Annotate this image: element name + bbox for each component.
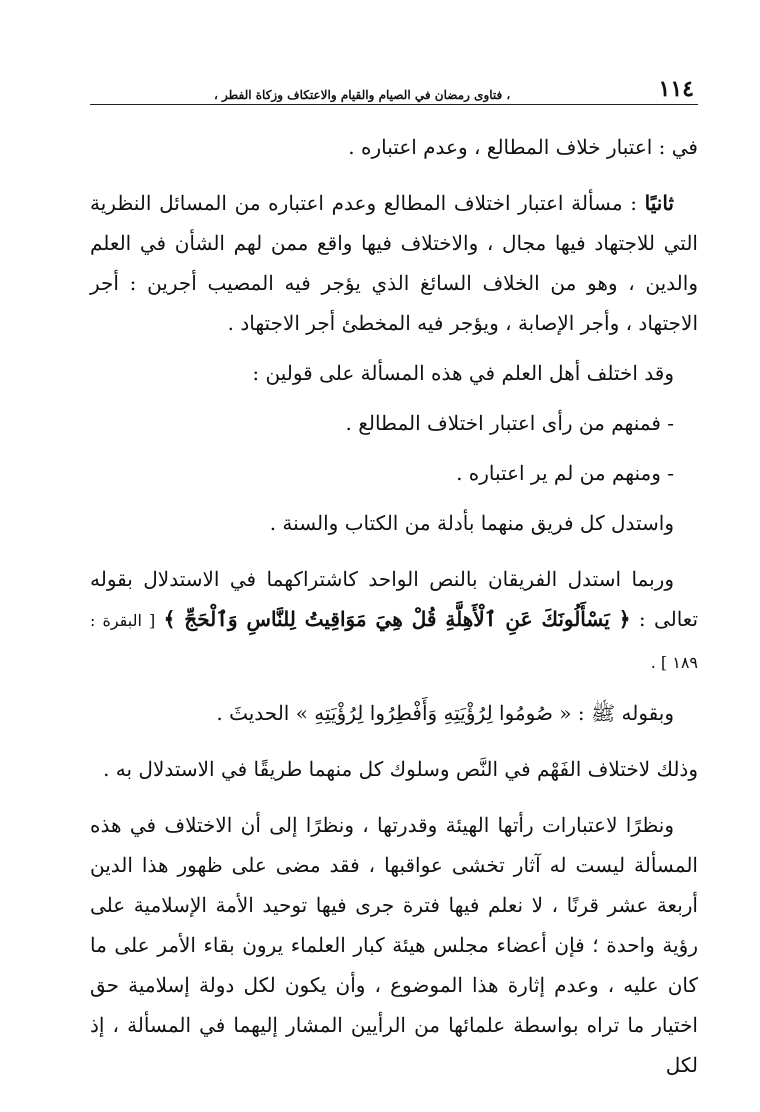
document-page — [90, 70, 699, 1077]
running-header — [90, 70, 698, 105]
book-title: ، فتاوى رمضان في الصيام والقيام والاعتكاف وزكاة الفطر ، — [214, 88, 511, 102]
list-item-second-opinion: - ومنهم من لم ير اعتباره . — [456, 461, 674, 485]
paragraph-6: واستدل كل فريق منهما بأدلة من الكتاب والسنة . — [269, 511, 674, 535]
quran-verse: ﴿ يَسْأَلُونَكَ عَنِ ٱلْأَهِلَّةِ قُلْ هِيَ مَوَاقِيتُ لِلنَّاسِ وَٱلْحَجِّ ﴾ — [163, 607, 631, 631]
paragraph-2-text: : مسألة اعتبار اختلاف المطالع وعدم اعتباره من المسائل النظرية التي للاجتهاد فيها مجال ، والاختلاف فيها واقع ممن لهم الشأن في العلم والدين ، وهو من الخلاف السائغ الذي يؤجر فيه المصيب أجرين : أجر الاجتهاد ، وأجر الإصابة ، ويؤجر فيه المخطئ أجر الاجتهاد . — [90, 191, 698, 335]
paragraph-7-intro: وربما استدل الفريقان بالنص الواحد كاشتراكهما في الاستدلال بقوله تعالى : — [90, 567, 699, 631]
body-text — [90, 127, 698, 1085]
paragraph-10: ونظرًا لاعتبارات رأتها الهيئة وقدرتها ، ونظرًا إلى أن الاختلاف في هذه المسألة ليست له آثار تخشى عواقبها ، فقد مضى على ظهور هذا الدين أربعة عشر قرنًا ، لا نعلم فيها فترة جرى فيها توحيد الأمة الإسلامية على رؤية واحدة ؛ فإن أعضاء مجلس هيئة كبار العلماء يرون بقاء الأمر على ما كان عليه ، وعدم إثارة هذا الموضوع ، وأن يكون لكل دولة إسلامية حق اختيار ما تراه بواسطة علمائها من الرأيين المشار إليهما في المسألة ، إذ لكل — [90, 813, 698, 1077]
paragraph-8-hadith: وبقوله ﷺ : « صُومُوا لِرُؤْيَتِهِ وَأَفْطِرُوا لِرُؤْيَتِهِ » الحديثَ . — [216, 701, 674, 725]
paragraph-7 — [90, 559, 698, 683]
paragraph-3: وقد اختلف أهل العلم في هذه المسألة على قولين : — [252, 361, 674, 385]
paragraph-1: في : اعتبار خلاف المطالع ، وعدم اعتباره . — [348, 135, 698, 159]
list-item-first-opinion: - فمنهم من رأى اعتبار اختلاف المطالع . — [345, 411, 674, 435]
paragraph-2 — [90, 183, 698, 343]
second-point-label: ثانيًا — [644, 191, 674, 215]
verse-reference: [ البقرة : ١٨٩ ] . — [90, 611, 698, 672]
page-number: ١١٤ — [658, 76, 694, 102]
paragraph-9: وذلك لاختلاف الفَهْم في النَّص وسلوك كل منهما طريقًا في الاستدلال به . — [103, 757, 698, 781]
